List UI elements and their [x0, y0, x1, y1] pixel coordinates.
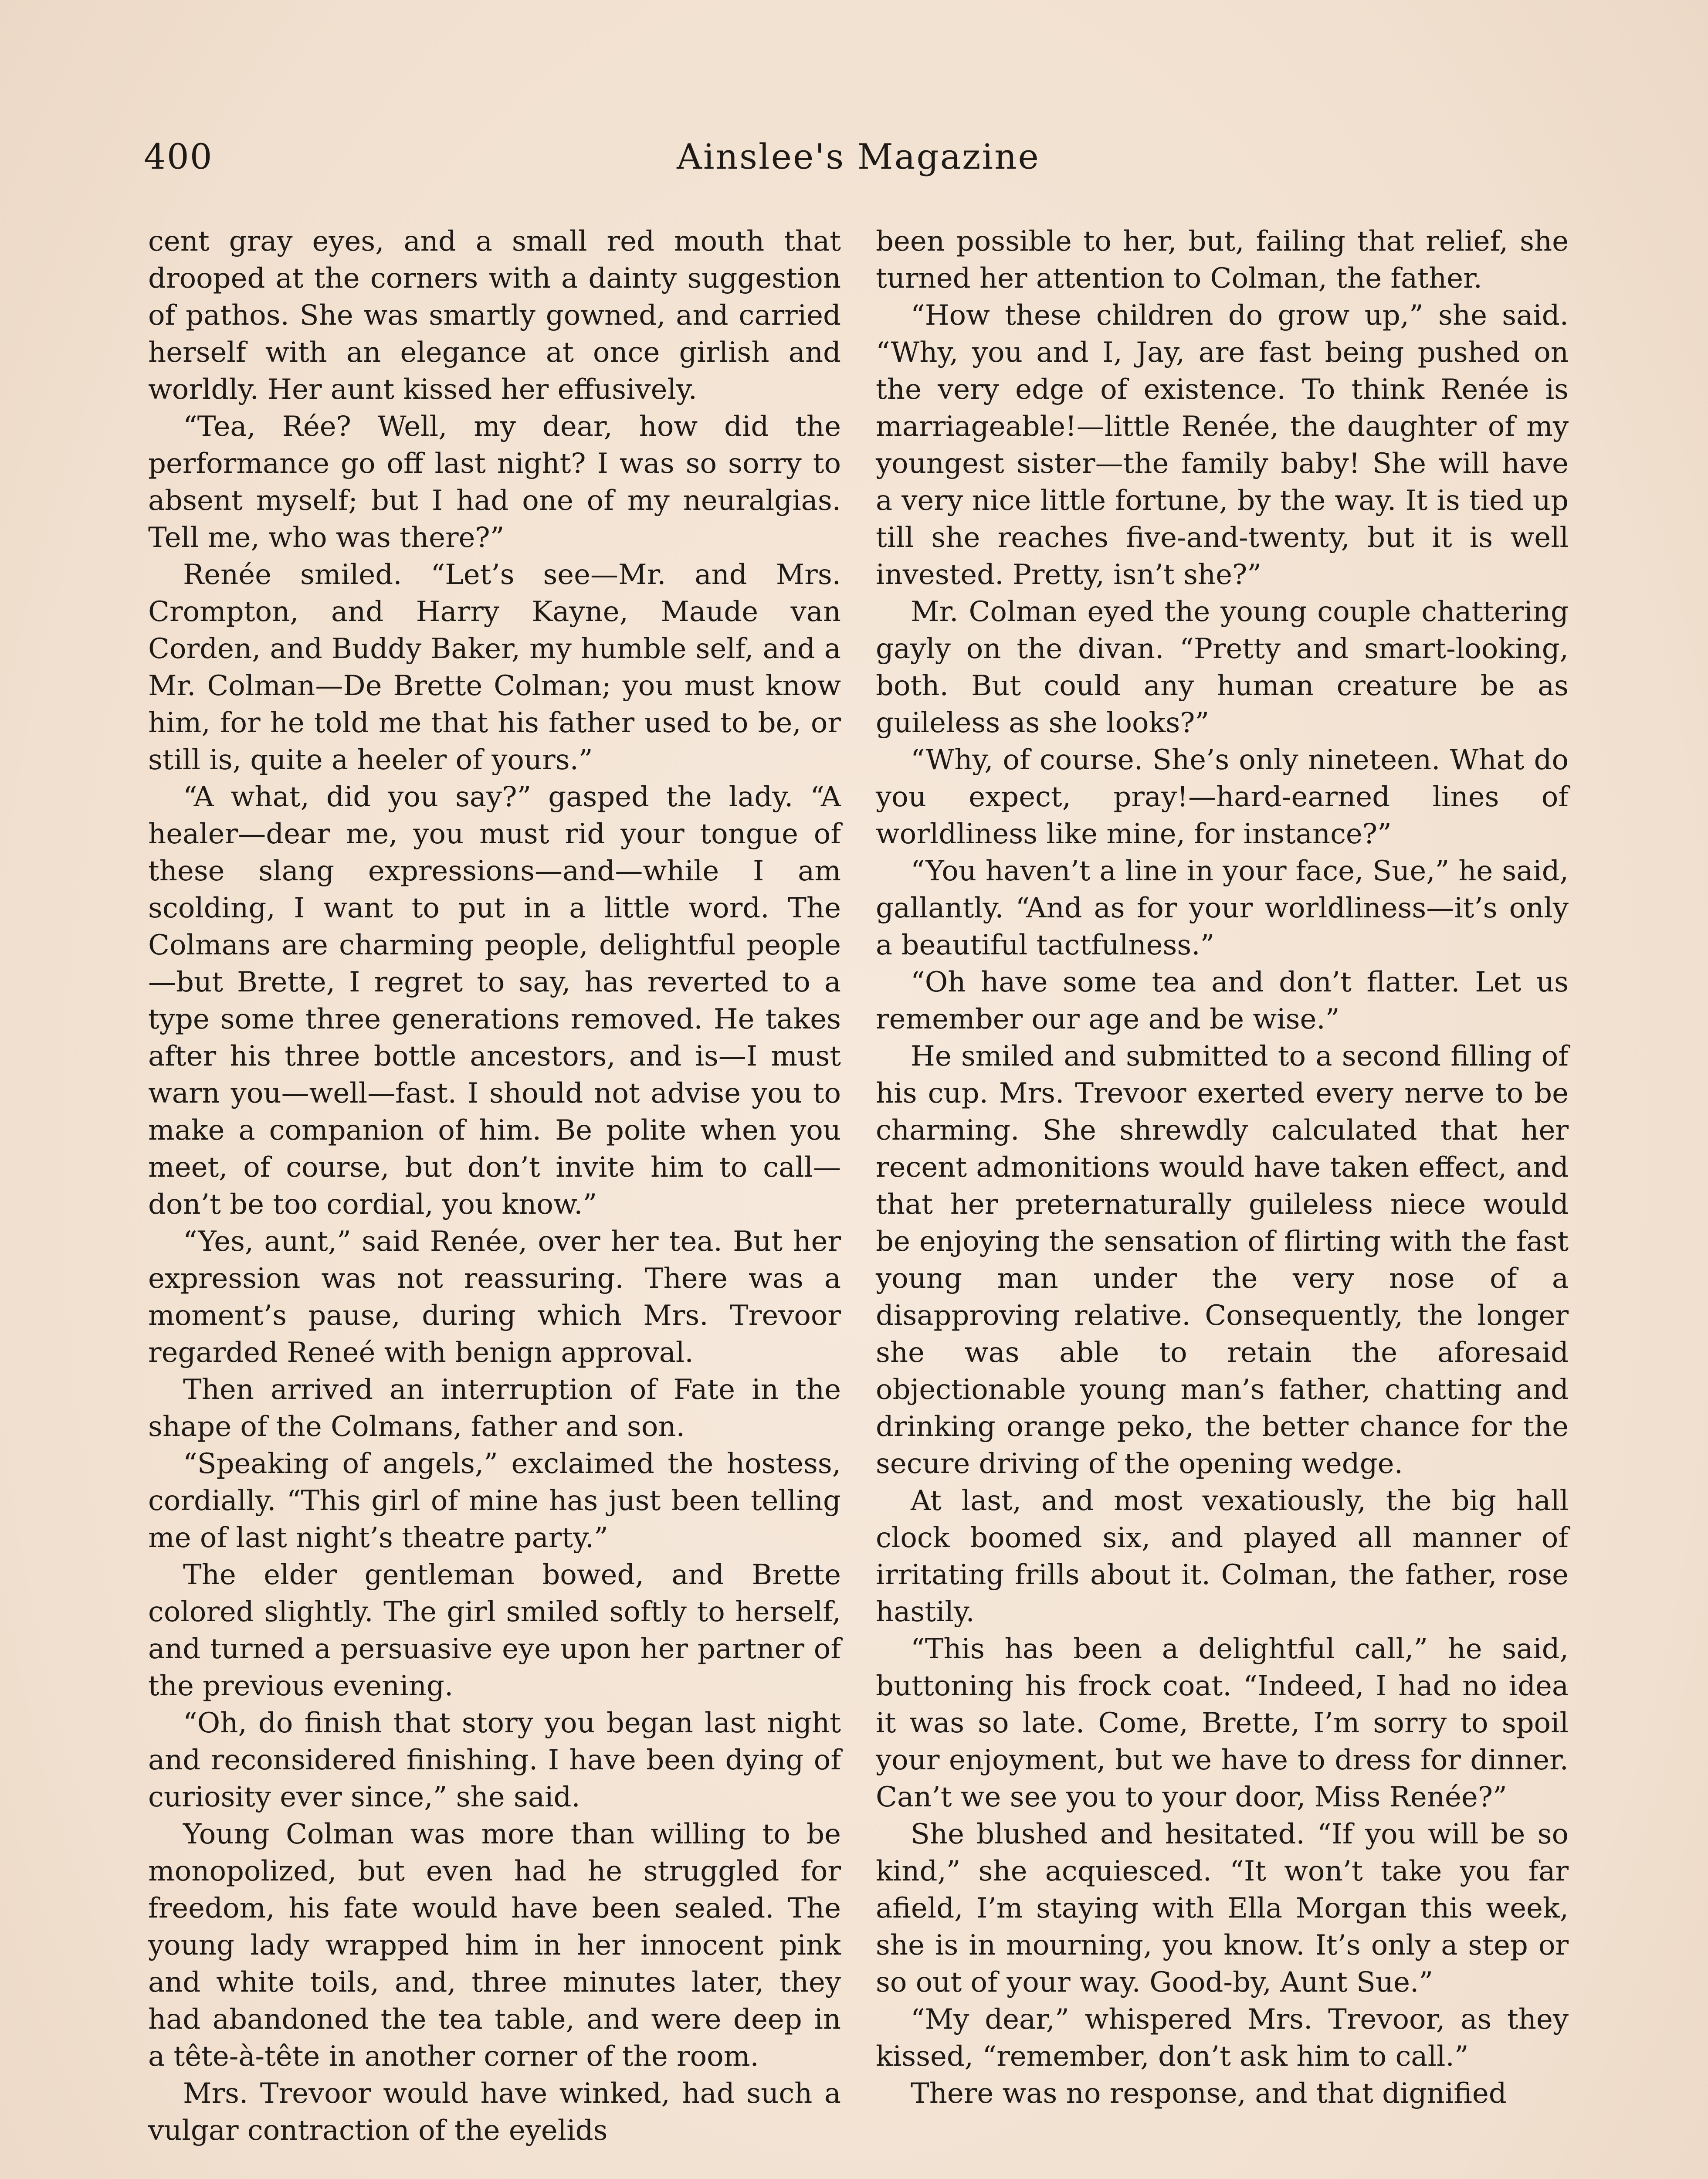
paragraph: “A what, did you say?” gasped the lady. “A healer—dear me, you must rid your tongue of these slang expressions—and—while I am scolding, I want to put in a little word. The Colmans are charming people, delightful people—but Brette, I regret to say, has reverted to a type some three generations removed. He takes after his three bottle ancestors, and is—I must warn you—well—fast. I should not advise you to make a companion of him. Be polite when you meet, of course, but don’t invite him to call—don’t be too cordial, you know.” — [148, 781, 841, 1221]
paragraph: There was no response, and that dignified — [911, 2077, 1507, 2110]
paragraph: “Why, of course. She’s only nineteen. What do you expect, pray!—hard-earned lines of worldliness like mine, for instance?” — [876, 744, 1569, 850]
paragraph: Renée smiled. “Let’s see—Mr. and Mrs. Crompton, and Harry Kayne, Maude van Corden, and Buddy Baker, my humble self, and a Mr. Colman—De Brette Colman; you must know him, for he told me that his father used to be, or still is, quite a heeler of yours.” — [148, 559, 841, 776]
paragraph: cent gray eyes, and a small red mouth that drooped at the corners with a dainty suggestion of pathos. She was smartly gowned, and carried herself with an elegance at once girlish and worldly. Her aunt kissed her effusively. — [148, 225, 841, 406]
paragraph: At last, and most vexatiously, the big hall clock boomed six, and played all manner of irritating frills about it. Colman, the father, rose hastily. — [876, 1485, 1569, 1628]
paragraph: She blushed and hesitated. “If you will be so kind,” she acquiesced. “It won’t take you far afield, I’m staying with Ella Morgan this week, she is in mourning, you know. It’s only a step or so out of your way. Good-by, Aunt Sue.” — [876, 1818, 1569, 1999]
page-number: 400 — [144, 136, 213, 177]
paragraph: The elder gentleman bowed, and Brette colored slightly. The girl smiled softly to herself, and turned a persuasive eye upon her partner of the previous evening. — [148, 1559, 841, 1702]
paragraph: “How these children do grow up,” she said. “Why, you and I, Jay, are fast being pushed on the very edge of existence. To think Renée is marriageable!—little Renée, the daughter of my youngest sister—the family baby! She will have a very nice little fortune, by the way. It is tied up till she reaches five-and-twenty, but it is well invested. Pretty, isn’t she?” — [876, 299, 1569, 591]
paragraph: Mr. Colman eyed the young couple chattering gayly on the divan. “Pretty and smart-looking, both. But could any human creature be as guileless as she looks?” — [876, 596, 1569, 739]
paragraph: “Yes, aunt,” said Renée, over her tea. But her expression was not reassuring. There was a moment’s pause, during which Mrs. Trevoor regarded Reneé with benign approval. — [148, 1225, 841, 1369]
paragraph: Then arrived an interruption of Fate in the shape of the Colmans, father and son. — [148, 1374, 841, 1443]
running-title: Ainslee's Magazine — [677, 136, 1040, 177]
paragraph: “Oh, do finish that story you began last night and reconsidered finishing. I have been dying of curiosity ever since,” she said. — [148, 1707, 841, 1813]
paragraph: “This has been a delightful call,” he said, buttoning his frock coat. “Indeed, I had no idea it was so late. Come, Brette, I’m sorry to spoil your enjoyment, but we have to dress for dinner. Can’t we see you to your door, Miss Renée?” — [876, 1633, 1569, 1813]
page-header — [144, 131, 1573, 183]
paragraph: Mrs. Trevoor would have winked, had such a vulgar contraction of the eyelids — [148, 2077, 841, 2147]
paragraph: “You haven’t a line in your face, Sue,” he said, gallantly. “And as for your worldliness—it’s only a beautiful tactfulness.” — [876, 855, 1569, 961]
paragraph: He smiled and submitted to a second filling of his cup. Mrs. Trevoor exerted every nerve to be charming. She shrewdly calculated that her recent admonitions would have taken effect, and that her preternaturally guileless niece would be enjoying the sensation of flirting with the fast young man under the very nose of a disapproving relative. Consequently, the longer she was able to retain the aforesaid objectionable young man’s father, chatting and drinking orange peko, the better chance for the secure driving of the opening wedge. — [876, 1040, 1569, 1480]
left-column — [148, 223, 841, 2149]
paragraph: been possible to her, but, failing that relief, she turned her attention to Colman, the father. — [876, 225, 1569, 295]
paragraph: Young Colman was more than willing to be monopolized, but even had he struggled for freedom, his fate would have been sealed. The young lady wrapped him in her innocent pink and white toils, and, three minutes later, they had abandoned the tea table, and were deep in a tête-à-tête in another corner of the room. — [148, 1818, 841, 2073]
paragraph: “My dear,” whispered Mrs. Trevoor, as they kissed, “remember, don’t ask him to call.” — [876, 2003, 1569, 2073]
paragraph: “Oh have some tea and don’t flatter. Let us remember our age and be wise.” — [876, 966, 1569, 1035]
right-column — [876, 223, 1569, 2112]
paragraph: “Tea, Rée? Well, my dear, how did the performance go off last night? I was so sorry to absent myself; but I had one of my neuralgias. Tell me, who was there?” — [148, 411, 841, 554]
paragraph: “Speaking of angels,” exclaimed the hostess, cordially. “This girl of mine has just been telling me of last night’s theatre party.” — [148, 1448, 841, 1554]
